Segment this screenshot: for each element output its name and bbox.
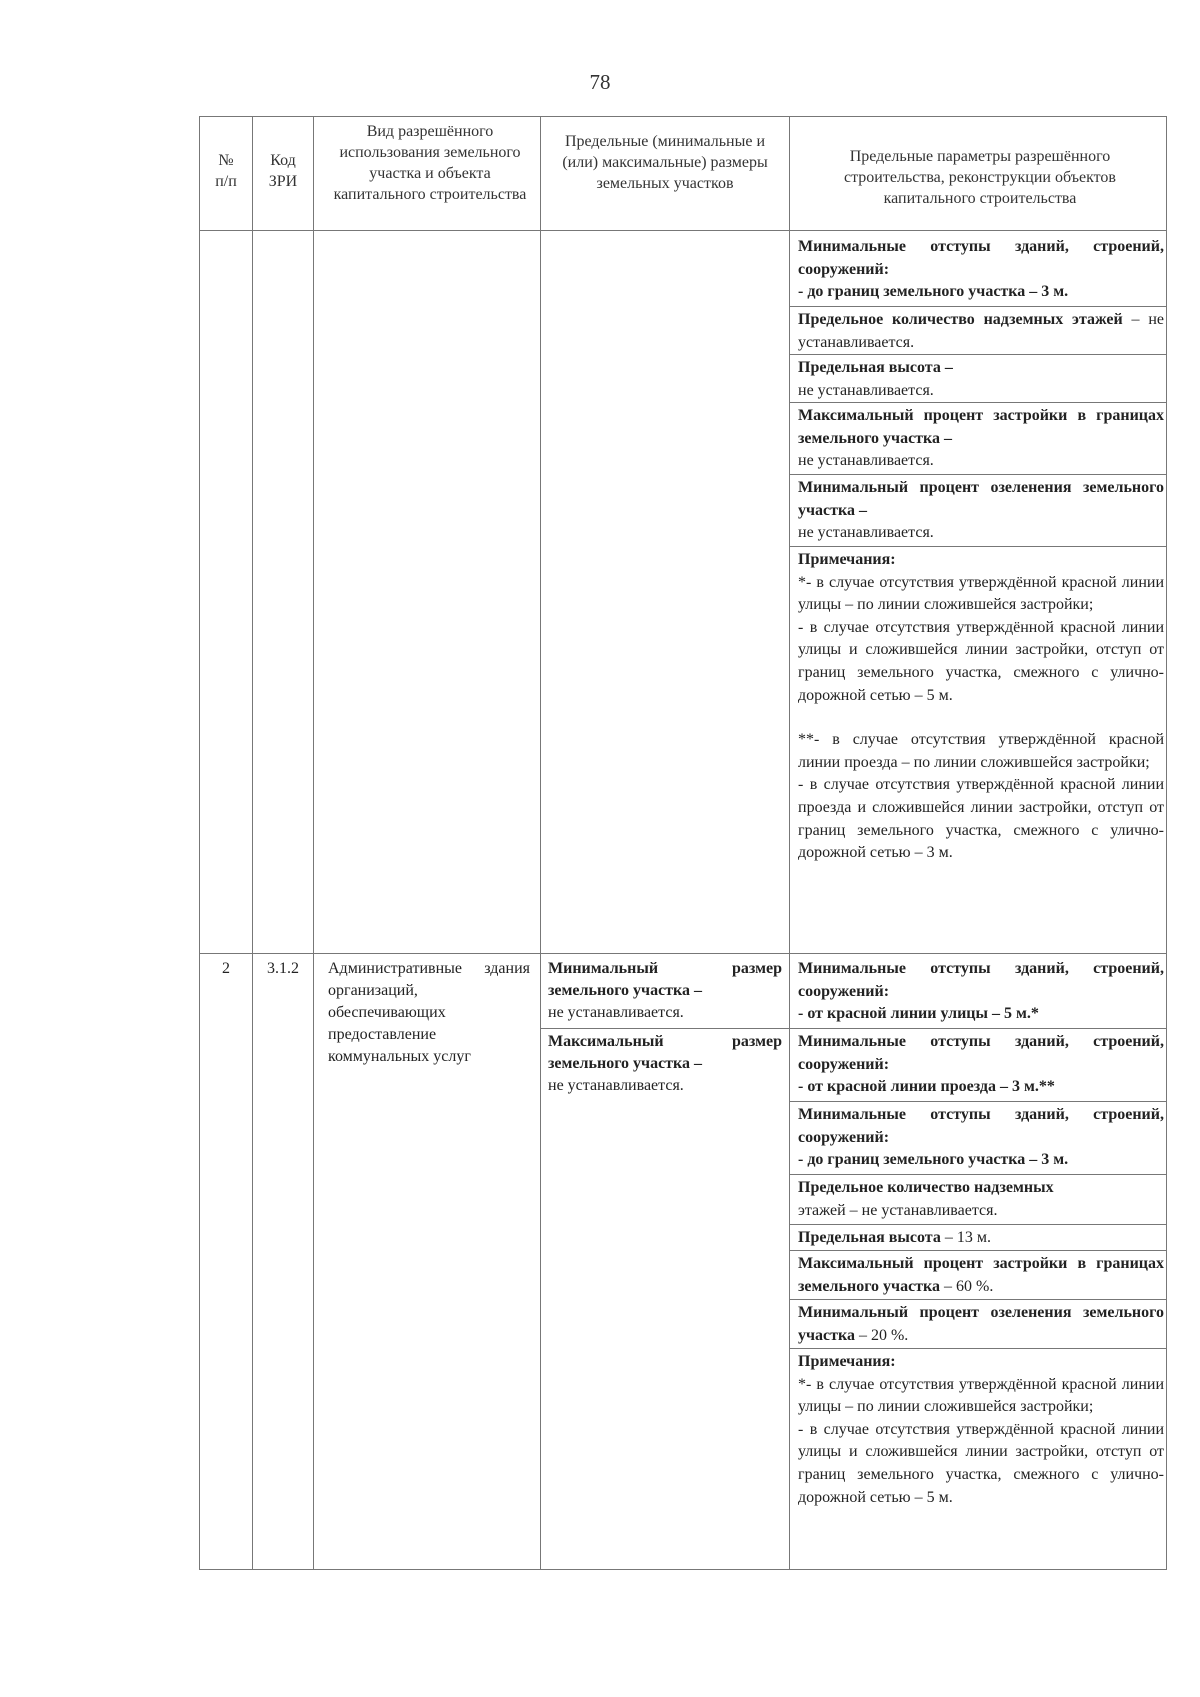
s2-divider-1 <box>789 1101 1166 1102</box>
s1-param-3 <box>796 405 1166 473</box>
header-params: Предельные параметры разрешённого строительства, реконструкции объектов капитального строительства <box>844 148 1116 207</box>
s2-param-2 <box>796 1104 1166 1172</box>
header-bottom-line <box>199 230 1166 231</box>
s1-param-0 <box>796 236 1166 304</box>
header-sizes: Предельные (минимальные и (или) максимальные) размеры земельных участков <box>562 133 768 192</box>
s2-size-divider <box>540 1028 789 1029</box>
header-code: Код ЗРИ <box>268 152 298 190</box>
s2-num: 2 <box>222 960 230 977</box>
size-text: не устанавливается. <box>548 1077 684 1094</box>
size-text: не устанавливается. <box>548 1004 684 1021</box>
param-title: Предельное количество надземных этажей <box>798 311 1123 328</box>
col-divider-2 <box>313 116 314 1570</box>
table-border-bottom <box>199 1569 1166 1570</box>
size-title: Максимальный размер земельного участка – <box>548 1033 782 1072</box>
s2-divider-5 <box>789 1299 1166 1300</box>
s2-param-3 <box>796 1177 1166 1222</box>
param-title: Минимальные отступы зданий, строений, сооружений: <box>798 960 1164 1000</box>
table-border-right <box>1166 116 1167 1570</box>
header-use: Вид разрешённого использования земельного участка и объекта капитального строительства <box>333 123 527 203</box>
param-text: – 13 м. <box>940 1229 991 1246</box>
note-item: - в случае отсутствия утверждённой красной линии улицы и сложившейся линии застройки, отступ от границ земельного участка, смежного с улично-дорожной сетью – 5 м. <box>798 1420 1164 1506</box>
param-text: - от красной линии улицы – 5 м.* <box>798 1005 1039 1023</box>
s1-divider-1 <box>789 354 1166 355</box>
note-item: *- в случае отсутствия утверждённой красной линии улицы – по линии сложившейся застройки; <box>798 573 1164 614</box>
param-title: Минимальный процент озеленения земельного участка – <box>798 479 1164 519</box>
s2-code: 3.1.2 <box>267 960 299 977</box>
s2-size-1 <box>548 1031 782 1097</box>
s1-divider-2 <box>789 402 1166 403</box>
s2-param-0 <box>796 958 1166 1026</box>
s1-param-2 <box>796 357 1166 402</box>
note-spacer <box>798 707 1164 729</box>
param-title: Минимальные отступы зданий, строений, сооружений: <box>798 1033 1164 1073</box>
s1-divider-3 <box>789 474 1166 475</box>
size-title: Минимальный размер земельного участка – <box>548 960 782 999</box>
s2-divider-2 <box>789 1174 1166 1175</box>
param-title: Предельная высота <box>798 1229 941 1246</box>
note-item: **- в случае отсутствия утверждённой красной линии проезда – по линии сложившейся застройки; <box>798 731 1164 771</box>
row-2-top-line <box>199 953 1166 954</box>
col-divider-4 <box>789 116 790 1570</box>
s2-divider-6 <box>789 1348 1166 1349</box>
s1-param-1 <box>796 309 1166 354</box>
table-border-top <box>199 116 1166 117</box>
col-divider-3 <box>540 116 541 1570</box>
s2-param-1 <box>796 1031 1166 1099</box>
param-title: Предельная высота – <box>798 359 953 376</box>
param-text: - до границ земельного участка – 3 м. <box>798 283 1069 301</box>
s1-divider-4 <box>789 546 1166 547</box>
param-title: Максимальный процент застройки в границах земельного участка – <box>798 407 1164 447</box>
param-text: этажей – не устанавливается. <box>798 1201 998 1219</box>
col-divider-1 <box>252 116 253 1570</box>
note-item: *- в случае отсутствия утверждённой красной линии улицы – по линии сложившейся застройки; <box>798 1375 1164 1416</box>
param-title: Минимальный процент озеленения земельного участка <box>798 1304 1164 1344</box>
note-item: - в случае отсутствия утверждённой красной линии проезда и сложившейся линии застройки, отступ от границ земельного участка, смежного с улично-дорожной сетью – 3 м. <box>798 776 1164 862</box>
s1-divider-0 <box>789 306 1166 307</box>
table-border-left <box>199 116 200 1570</box>
s2-use: Административные здания организаций, обеспечивающих предоставление коммунальных услуг <box>328 960 530 1065</box>
param-text: не устанавливается. <box>798 452 934 470</box>
param-text: - до границ земельного участка – 3 м. <box>798 1151 1069 1169</box>
param-text: не устанавливается. <box>798 524 934 542</box>
s2-param-4 <box>796 1227 1166 1250</box>
param-title: Максимальный процент застройки в границах земельного участка <box>798 1255 1164 1295</box>
s2-divider-3 <box>789 1224 1166 1225</box>
note-item: - в случае отсутствия утверждённой красной линии улицы и сложившейся линии застройки, отступ от границ земельного участка, смежного с улично-дорожной сетью – 5 м. <box>798 618 1164 704</box>
s2-size-0 <box>548 958 782 1024</box>
s1-param-4 <box>796 477 1166 545</box>
s2-notes <box>796 1351 1166 1509</box>
page-number: 78 <box>589 70 611 94</box>
s2-divider-4 <box>789 1250 1166 1251</box>
param-text: – 60 %. <box>940 1277 994 1295</box>
header-num: № п/п <box>215 152 237 190</box>
s1-notes <box>796 549 1166 865</box>
param-title: Минимальные отступы зданий, строений, сооружений: <box>798 238 1164 278</box>
notes-title: Примечания: <box>798 1353 896 1370</box>
s2-divider-0 <box>789 1028 1166 1029</box>
s2-param-5 <box>796 1253 1166 1298</box>
param-text: - от красной линии проезда – 3 м.** <box>798 1078 1055 1096</box>
param-text: не устанавливается. <box>798 381 934 399</box>
param-text: – 20 %. <box>854 1326 909 1344</box>
param-title: Предельное количество надземных <box>798 1179 1054 1196</box>
s2-param-6 <box>796 1302 1166 1347</box>
notes-title: Примечания: <box>798 551 896 568</box>
param-title: Минимальные отступы зданий, строений, сооружений: <box>798 1106 1164 1146</box>
param-text: – не устанавливается. <box>798 311 1164 351</box>
